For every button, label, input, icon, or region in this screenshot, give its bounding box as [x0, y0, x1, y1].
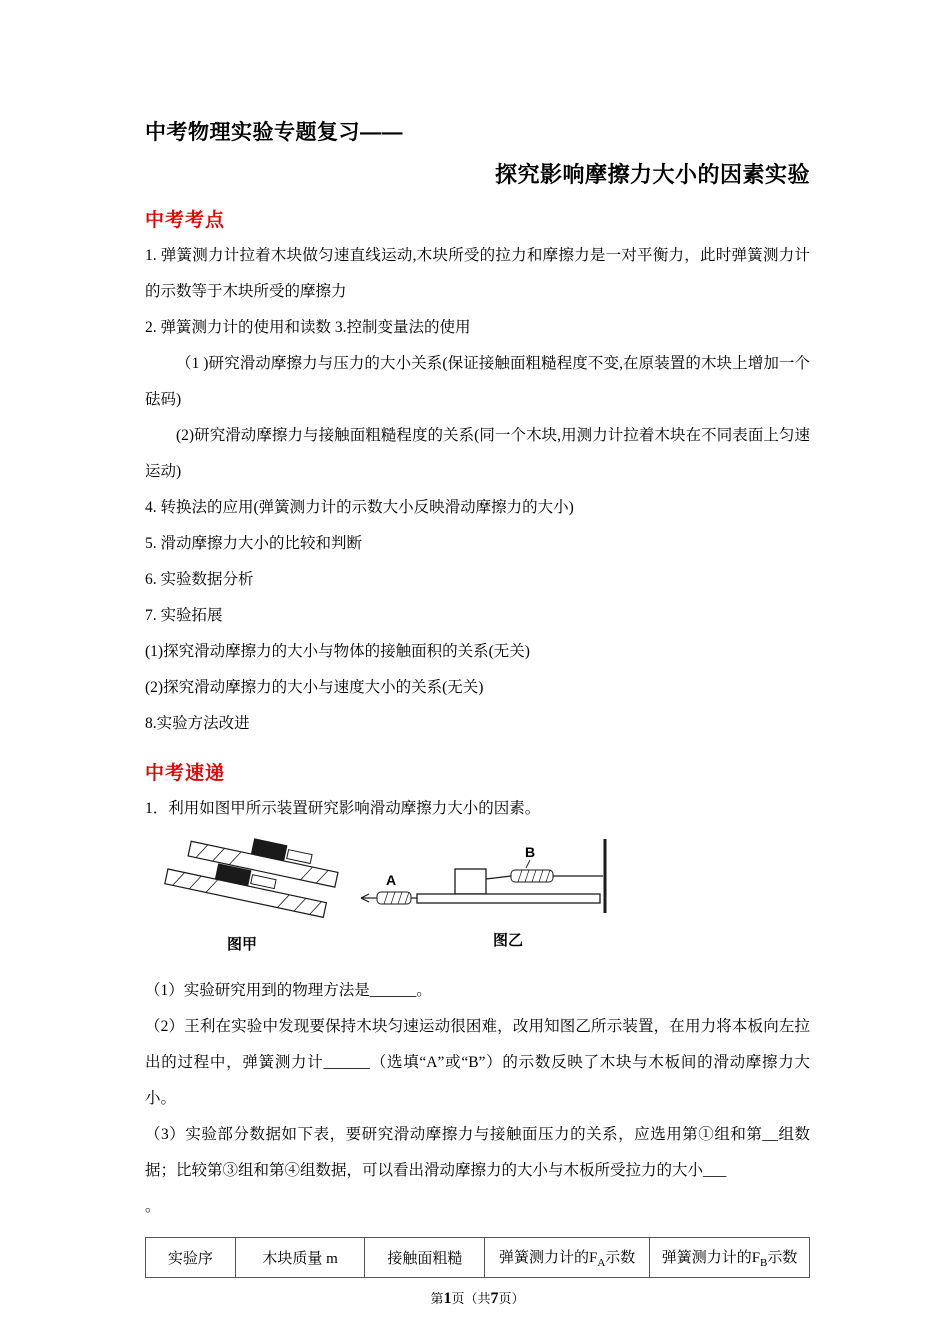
page-footer [145, 1288, 810, 1308]
label-b: B [525, 844, 536, 860]
section-heading-sudi: 中考速递 [145, 763, 226, 784]
question-intro: 1．利用如图甲所示装置研究影响滑动摩擦力大小的因素。 [145, 800, 541, 817]
paragraph-kaodian-4: (2)研究滑动摩擦力与接触面粗糙程度的关系(同一个木块,用测力计拉着木块在不同表面上匀速运动) [145, 427, 810, 480]
paragraph-kaodian-9: (1)探究滑动摩擦力的大小与物体的接触面积的关系(无关) [145, 643, 530, 660]
diagram-jia [165, 833, 341, 953]
document-content [145, 116, 810, 1308]
col-header-text: 实验序 [167, 1251, 213, 1267]
question-3-period: 。 [145, 1198, 161, 1215]
question-2: （2）王利在实验中发现要保持木块匀速运动很困难，改用知图乙所示装置，在用力将本板向左拉出的过程中，弹簧测力计______（选填“A”或“B”）的示数反映了木块与木板间的滑动摩擦力大小。 [145, 1018, 810, 1107]
block-icon [455, 869, 486, 894]
experiment-figure [145, 833, 810, 971]
experiment-figure-svg [145, 833, 810, 971]
paragraph-kaodian-6: 5. 滑动摩擦力大小的比较和判断 [145, 535, 363, 552]
col-header-roughness [365, 1238, 485, 1278]
diagram-yi [361, 839, 605, 949]
footer-text: 第 [430, 1291, 444, 1306]
paragraph-kaodian-1: 1. 弹簧测力计拉着木块做匀速直线运动,木块所受的拉力和摩擦力是一对平衡力，此时弹簧测力计的示数等于木块所受的摩擦力 [145, 247, 810, 300]
paragraph-kaodian-10: (2)探究滑动摩擦力的大小与速度大小的关系(无关) [145, 679, 484, 696]
paragraph-kaodian-8: 7. 实验拓展 [145, 607, 223, 624]
col-header-mass [235, 1238, 365, 1278]
col-header-text: 示数 [767, 1250, 798, 1266]
current-page-number: 1 [443, 1290, 452, 1307]
paragraph-kaodian-7: 6. 实验数据分析 [145, 571, 254, 588]
col-header-text: 弹簧测力计的F [661, 1250, 761, 1266]
table-header-row [146, 1238, 810, 1278]
experiment-data-table [145, 1237, 810, 1278]
label-a: A [386, 872, 397, 888]
col-header-text: 弹簧测力计的F [499, 1250, 598, 1266]
col-header-fb [650, 1238, 810, 1278]
page-title-line1: 中考物理实验专题复习—— [145, 121, 403, 144]
paragraph-kaodian-2: 2. 弹簧测力计的使用和读数 3.控制变量法的使用 [145, 319, 471, 336]
col-header-text: 接触面粗糙 [387, 1251, 463, 1267]
page-title-line2: 探究影响摩擦力大小的因素实验 [494, 162, 810, 187]
section-heading-kaodian: 中考考点 [145, 210, 226, 231]
plank-icon [417, 894, 600, 903]
spring-scale-icon [287, 850, 312, 864]
col-header-sub: B [760, 1257, 768, 1269]
paragraph-kaodian-5: 4. 转换法的应用(弹簧测力计的示数大小反映滑动摩擦力的大小) [145, 499, 574, 516]
paragraph-kaodian-3: （1 )研究滑动摩擦力与压力的大小关系(保证接触面粗糙程度不变,在原装置的木块上增加一个砝码) [145, 355, 810, 408]
block-icon [251, 838, 288, 861]
col-header-text: 示数 [605, 1250, 636, 1266]
col-header-xuhao [146, 1238, 236, 1278]
block-icon [215, 863, 252, 886]
question-1: （1）实验研究用到的物理方法是______。 [145, 982, 432, 999]
footer-text: 页） [498, 1291, 525, 1306]
footer-text: 页（共 [451, 1291, 491, 1306]
col-header-fa [485, 1238, 650, 1278]
spring-scale-icon [251, 875, 276, 889]
col-header-sub: A [597, 1257, 606, 1269]
figure-label-yi: 图乙 [493, 932, 524, 949]
paragraph-kaodian-11: 8.实验方法改进 [145, 715, 250, 732]
question-3: （3）实验部分数据如下表，要研究滑动摩擦力与接触面压力的关系，应选用第①组和第__组数据；比较第③组和第④组数据，可以看出滑动摩擦力的大小与木板所受拉力的大小___ [145, 1126, 810, 1179]
col-header-text: 木块质量 m [262, 1251, 338, 1267]
figure-label-jia: 图甲 [227, 936, 258, 953]
total-page-number: 7 [490, 1290, 499, 1307]
